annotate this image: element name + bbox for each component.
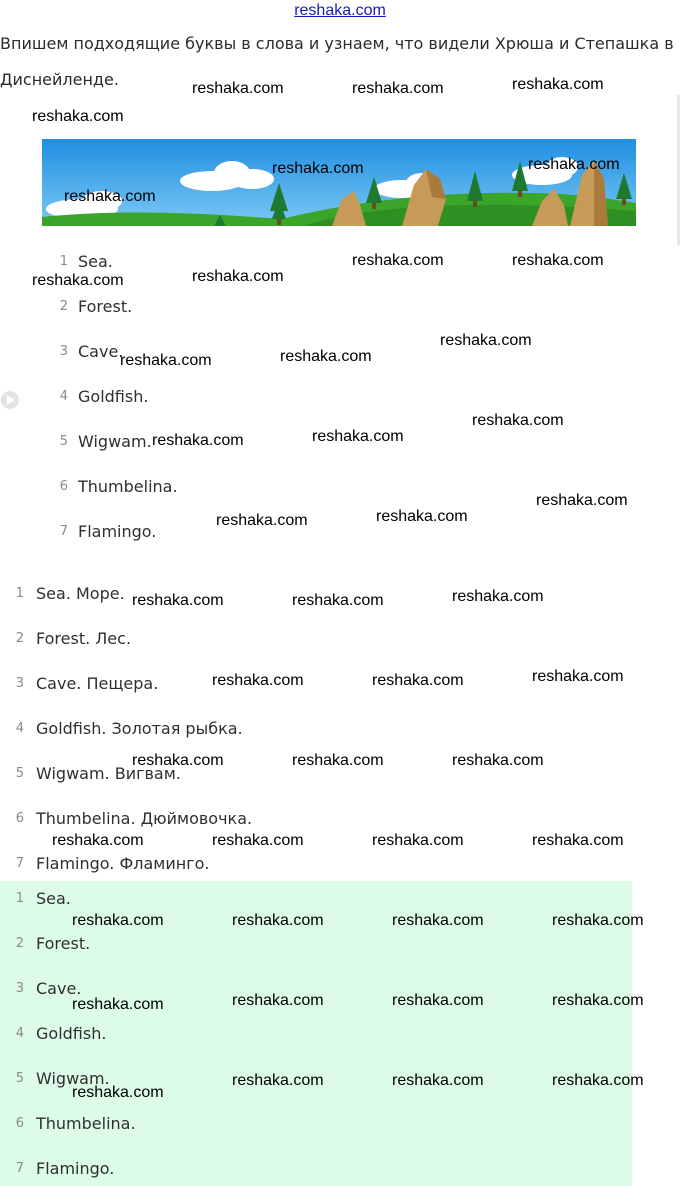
item-number: 5 [15, 766, 24, 781]
watermark: reshaka.com [392, 992, 484, 1009]
watermark: reshaka.com [532, 832, 624, 849]
watermark: reshaka.com [552, 912, 644, 929]
watermark: reshaka.com [376, 508, 468, 525]
item-text: Wigwam. Вигвам. [36, 764, 181, 783]
watermark: reshaka.com [120, 352, 212, 369]
item-text: Goldfish. [36, 1024, 107, 1043]
watermark: reshaka.com [32, 272, 124, 289]
item-number: 7 [15, 856, 24, 871]
watermark: reshaka.com [392, 1072, 484, 1089]
item-text: Cave. Пещера. [36, 674, 159, 693]
item-text: Flamingo. Фламинго. [36, 854, 210, 873]
watermark: reshaka.com [192, 268, 284, 285]
item-number: 5 [15, 1071, 24, 1086]
landscape-illustration [42, 139, 636, 226]
item-number: 1 [15, 891, 24, 906]
watermark: reshaka.com [292, 592, 384, 609]
watermark: reshaka.com [440, 332, 532, 349]
site-link[interactable]: reshaka.com [294, 2, 386, 19]
item-text: Wigwam. [36, 1069, 110, 1088]
watermark: reshaka.com [552, 992, 644, 1009]
item-number: 6 [15, 811, 24, 826]
item-text: Sea. [78, 252, 113, 271]
watermark: reshaka.com [352, 80, 444, 97]
watermark: reshaka.com [192, 80, 284, 97]
item-text: Flamingo. [36, 1159, 115, 1178]
watermark: reshaka.com [512, 252, 604, 269]
watermark: reshaka.com [528, 156, 620, 173]
watermark: reshaka.com [232, 912, 324, 929]
instruction-text: Впишем подходящие буквы в слова и узнаем, что видели Хрюша и Степашка в Диснейленде. [0, 34, 674, 89]
item-number: 2 [59, 299, 68, 314]
item-text: Sea. [36, 889, 71, 908]
item-text: Cave. [36, 979, 82, 998]
item-number: 3 [15, 981, 24, 996]
watermark: reshaka.com [52, 832, 144, 849]
item-text: Wigwam. [78, 432, 152, 451]
item-text: Thumbelina. Дюймовочка. [36, 809, 253, 828]
item-text: Forest. Лес. [36, 629, 132, 648]
watermark: reshaka.com [72, 912, 164, 929]
item-text: Forest. [78, 297, 133, 316]
watermark: reshaka.com [452, 752, 544, 769]
watermark: reshaka.com [72, 996, 164, 1013]
watermark: reshaka.com [352, 252, 444, 269]
item-number: 1 [59, 254, 68, 269]
watermark: reshaka.com [132, 592, 224, 609]
item-number: 7 [15, 1161, 24, 1176]
item-text: Thumbelina. [36, 1114, 136, 1133]
watermark: reshaka.com [532, 668, 624, 685]
item-text: Goldfish. [78, 387, 149, 406]
watermark: reshaka.com [292, 752, 384, 769]
watermark: reshaka.com [280, 348, 372, 365]
item-text: Forest. [36, 934, 91, 953]
watermark: reshaka.com [132, 752, 224, 769]
item-number: 1 [15, 586, 24, 601]
item-number: 5 [59, 434, 68, 449]
item-text: Sea. Море. [36, 584, 125, 603]
item-number: 6 [15, 1116, 24, 1131]
watermark: reshaka.com [212, 832, 304, 849]
item-text: Cave. [78, 342, 124, 361]
watermark: reshaka.com [392, 912, 484, 929]
watermark: reshaka.com [472, 412, 564, 429]
watermark: reshaka.com [512, 76, 604, 93]
item-text: Flamingo. [78, 522, 157, 541]
watermark: reshaka.com [232, 992, 324, 1009]
item-text: Thumbelina. [78, 477, 178, 496]
item-number: 3 [15, 676, 24, 691]
watermark: reshaka.com [32, 108, 124, 125]
watermark: reshaka.com [64, 188, 156, 205]
watermark: reshaka.com [232, 1072, 324, 1089]
item-number: 4 [15, 1026, 24, 1041]
watermark: reshaka.com [72, 1084, 164, 1101]
watermark: reshaka.com [312, 428, 404, 445]
watermark: reshaka.com [536, 492, 628, 509]
item-number: 2 [15, 936, 24, 951]
watermark: reshaka.com [212, 672, 304, 689]
item-number: 2 [15, 631, 24, 646]
watermark: reshaka.com [372, 672, 464, 689]
watermark: reshaka.com [372, 832, 464, 849]
play-icon[interactable] [0, 390, 20, 410]
item-number: 4 [15, 721, 24, 736]
watermark: reshaka.com [272, 160, 364, 177]
item-number: 6 [59, 479, 68, 494]
watermark: reshaka.com [552, 1072, 644, 1089]
item-number: 3 [59, 344, 68, 359]
watermark: reshaka.com [216, 512, 308, 529]
watermark: reshaka.com [452, 588, 544, 605]
item-text: Goldfish. Золотая рыбка. [36, 719, 243, 738]
item-number: 4 [59, 389, 68, 404]
watermark: reshaka.com [152, 432, 244, 449]
item-number: 7 [59, 524, 68, 539]
